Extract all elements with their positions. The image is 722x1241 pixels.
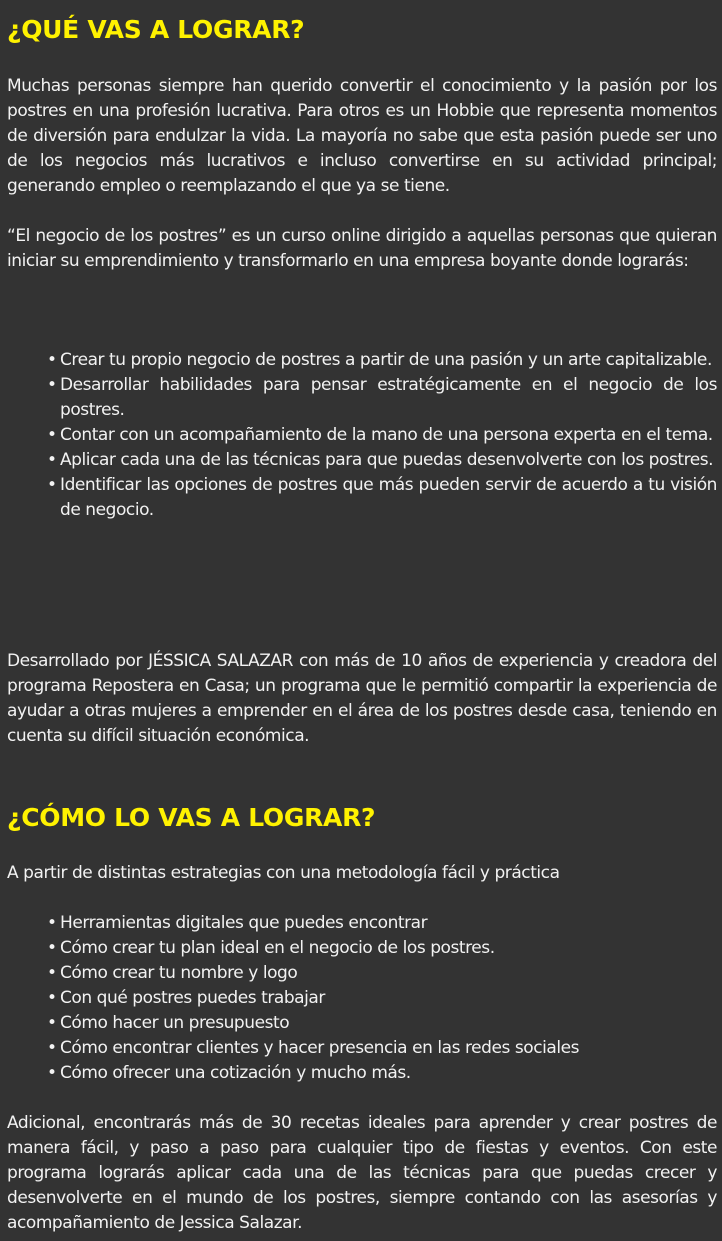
list-item: • Crear tu propio negocio de postres a partir de una pasión y un arte capitalizable.	[47, 348, 717, 373]
list-item: • Cómo ofrecer una cotización y mucho más.	[47, 1061, 717, 1086]
list-item: • Cómo encontrar clientes y hacer presencia en las redes sociales	[47, 1036, 717, 1061]
closing-paragraph: Adicional, encontrarás más de 30 recetas ideales para aprender y crear postres de manera fácil, y paso a paso para cualquier tipo de fiestas y eventos. Con este programa lograrás aplicar cada una de las técnicas para que puedas crecer y desenvolverte en el mundo de los postres, siempre contando con las asesorías y acompañamiento de Jessica Salazar.	[7, 1113, 717, 1233]
list-item: • Contar con un acompañamiento de la mano de una persona experta en el tema.	[47, 423, 717, 448]
list-item: • Cómo hacer un presupuesto	[47, 1011, 717, 1036]
list-item: • Desarrollar habilidades para pensar estratégicamente en el negocio de los postres.	[47, 373, 717, 423]
list-item: • Aplicar cada una de las técnicas para que puedas desenvolverte con los postres.	[47, 448, 717, 473]
section-title-como-lo-vas-a-lograr: ¿CÓMO LO VAS A LOGRAR?	[7, 803, 376, 832]
list-item: • Cómo crear tu nombre y logo	[47, 961, 717, 986]
list-item: • Herramientas digitales que puedes encontrar	[47, 911, 717, 936]
list-item: • Con qué postres puedes trabajar	[47, 986, 717, 1011]
author-paragraph: Desarrollado por JÉSSICA SALAZAR con más de 10 años de experiencia y creadora del programa Repostera en Casa; un programa que le permitió compartir la experiencia de ayudar a otras mujeres a emprender en el área de los postres desde casa, teniendo en cuenta su difícil situación económica.	[7, 651, 717, 746]
list-item: • Identificar las opciones de postres que más pueden servir de acuerdo a tu visión de negocio.	[47, 473, 717, 523]
section-title-que-vas-a-lograr: ¿QUÉ VAS A LOGRAR?	[7, 15, 305, 44]
list-item: • Cómo crear tu plan ideal en el negocio de los postres.	[47, 936, 717, 961]
intro-paragraph: Muchas personas siempre han querido convertir el conocimiento y la pasión por los postres en una profesión lucrativa. Para otros es un Hobbie que representa momentos de diversión para endulzar la vida. La mayoría no sabe que esta pasión puede ser uno de los negocios más lucrativos e incluso convertirse en su actividad principal; generando empleo o reemplazando el que ya se tiene.	[7, 76, 717, 196]
method-intro: A partir de distintas estrategias con una metodología fácil y práctica	[7, 863, 560, 883]
methods-list	[47, 911, 717, 1086]
goals-list	[47, 348, 717, 523]
course-paragraph: “El negocio de los postres” es un curso online dirigido a aquellas personas que quieran iniciar su emprendimiento y transformarlo en una empresa boyante donde lograrás:	[7, 226, 717, 271]
